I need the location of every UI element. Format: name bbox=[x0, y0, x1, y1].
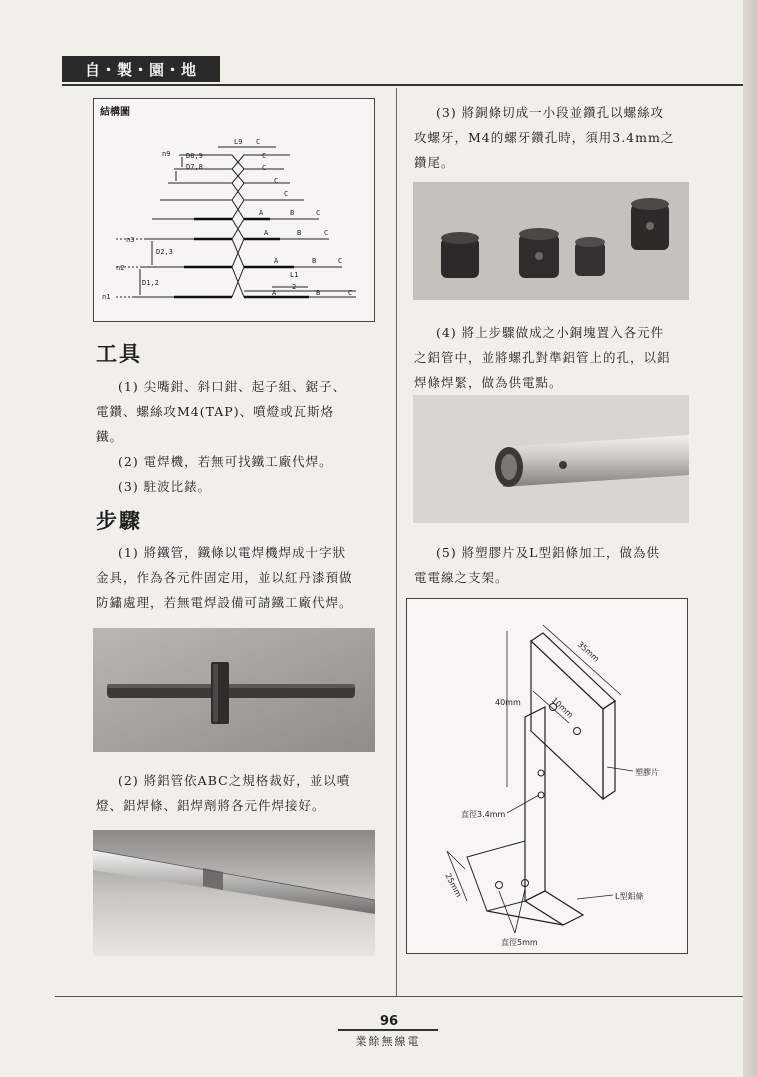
tools-item-1-line1: (1) 尖嘴鉗、斜口鉗、起子組、鋸子、 bbox=[118, 379, 347, 394]
label-c-row7: C bbox=[324, 229, 329, 237]
label-n2: n2 bbox=[116, 264, 125, 272]
label-d23: D2,3 bbox=[156, 248, 173, 256]
tools-item-1-line3: 鐵。 bbox=[96, 429, 124, 444]
hole-3-4mm-label: 直徑3.4mm bbox=[461, 810, 506, 819]
label-c-row6: C bbox=[316, 209, 321, 217]
label-a-row8: A bbox=[274, 257, 279, 265]
label-c-row3: C bbox=[262, 164, 267, 172]
l-bracket-label: L型鋁條 bbox=[615, 892, 644, 901]
label-c-row2: C bbox=[262, 152, 267, 160]
step-5-line1: (5) 將塑膠片及L型鋁條加工，做為供 bbox=[436, 545, 660, 560]
tools-item-2: (2) 電焊機，若無可找鐵工廠代焊。 bbox=[118, 454, 333, 469]
step-5-line2: 電電線之支架。 bbox=[414, 570, 509, 585]
page-edge-shadow bbox=[743, 0, 757, 1077]
step-1-line3: 防鏽處理，若無電焊設備可請鐵工廠代焊。 bbox=[96, 595, 353, 610]
label-b-row6: B bbox=[290, 209, 295, 217]
tools-heading: 工具 bbox=[96, 341, 142, 366]
step-4-line2: 之鋁管中，並將螺孔對準鋁管上的孔，以鋁 bbox=[414, 350, 671, 365]
aluminum-tube-photo bbox=[93, 830, 375, 956]
dim-40mm-label: 40mm bbox=[495, 698, 521, 707]
label-b-row7: B bbox=[297, 229, 302, 237]
label-a-row9: A bbox=[272, 289, 277, 297]
label-d89: D8,9 bbox=[186, 152, 203, 160]
dim-10mm-label: 10mm bbox=[549, 695, 575, 720]
label-c-row4: C bbox=[274, 177, 279, 185]
step-4-line3: 焊條焊緊，做為供電點。 bbox=[414, 375, 563, 390]
bracket-drawing bbox=[406, 598, 688, 954]
label-n3: n3 bbox=[126, 236, 135, 244]
footer-rule bbox=[55, 996, 752, 997]
label-c-row9: C bbox=[348, 289, 353, 297]
page-number: 96 bbox=[379, 1014, 399, 1029]
antenna-structure-drawing bbox=[94, 99, 376, 323]
steps-heading: 步驟 bbox=[96, 508, 142, 533]
diagram-title: 結構圖 bbox=[100, 107, 130, 118]
header-rule bbox=[62, 84, 752, 86]
label-c-top: C bbox=[256, 138, 261, 146]
label-d12: D1,2 bbox=[142, 279, 159, 287]
label-l1: L1 bbox=[290, 271, 299, 279]
step-1-text bbox=[96, 540, 381, 615]
dim-25mm-label: 25mm bbox=[443, 871, 464, 899]
step-3-line1: (3) 將銅條切成一小段並鑽孔以螺絲攻 bbox=[436, 105, 665, 120]
step-3-line2: 攻螺牙，M4的螺牙鑽孔時，須用3.4mm之 bbox=[414, 130, 675, 145]
step-5-text bbox=[414, 540, 694, 590]
label-b-row9: B bbox=[316, 289, 321, 297]
structure-diagram bbox=[93, 98, 375, 322]
step-2-text bbox=[96, 768, 381, 818]
magazine-title: 業餘無線電 bbox=[355, 1035, 421, 1048]
tools-item-3: (3) 駐波比錶。 bbox=[118, 479, 212, 494]
label-a-row6: A bbox=[259, 209, 264, 217]
dim-35mm-label: 35mm bbox=[575, 639, 601, 664]
cross-fixture-photo bbox=[93, 628, 375, 752]
footer-underline bbox=[338, 1029, 438, 1031]
feedpoint-tube-photo bbox=[413, 395, 689, 523]
step-4-text bbox=[414, 320, 694, 395]
section-banner: 自・製・園・地 bbox=[62, 56, 220, 82]
step-2-line2: 燈、鋁焊條、鋁焊劑將各元件焊接好。 bbox=[96, 798, 326, 813]
column-divider bbox=[396, 88, 397, 996]
step-1-line1: (1) 將鐵管，鐵條以電焊機焊成十字狀 bbox=[118, 545, 347, 560]
step-2-line1: (2) 將鋁管依ABC之規格裁好，並以噴 bbox=[118, 773, 351, 788]
label-c-row5: C bbox=[284, 190, 289, 198]
label-b-row8: B bbox=[312, 257, 317, 265]
step-1-line2: 金具，作為各元件固定用，並以紅丹漆預做 bbox=[96, 570, 353, 585]
tools-item-1-line2: 電鑽、螺絲攻M4(TAP)、噴燈或瓦斯烙 bbox=[96, 404, 335, 419]
label-d78: D7,8 bbox=[186, 163, 203, 171]
copper-blocks-photo bbox=[413, 182, 689, 300]
label-l9: L9 bbox=[234, 138, 243, 146]
tools-list bbox=[96, 374, 381, 499]
label-two: 2 bbox=[292, 283, 297, 291]
label-n9: n9 bbox=[162, 150, 171, 158]
label-c-row8: C bbox=[338, 257, 343, 265]
step-3-line3: 鑽尾。 bbox=[414, 155, 455, 170]
step-3-text bbox=[414, 100, 694, 175]
label-a-row7: A bbox=[264, 229, 269, 237]
hole-5mm-label: 直徑5mm bbox=[501, 938, 538, 947]
label-n1: n1 bbox=[102, 293, 111, 301]
step-4-line1: (4) 將上步驟做成之小銅塊置入各元件 bbox=[436, 325, 665, 340]
plastic-plate-label: 塑膠片 bbox=[635, 768, 659, 777]
